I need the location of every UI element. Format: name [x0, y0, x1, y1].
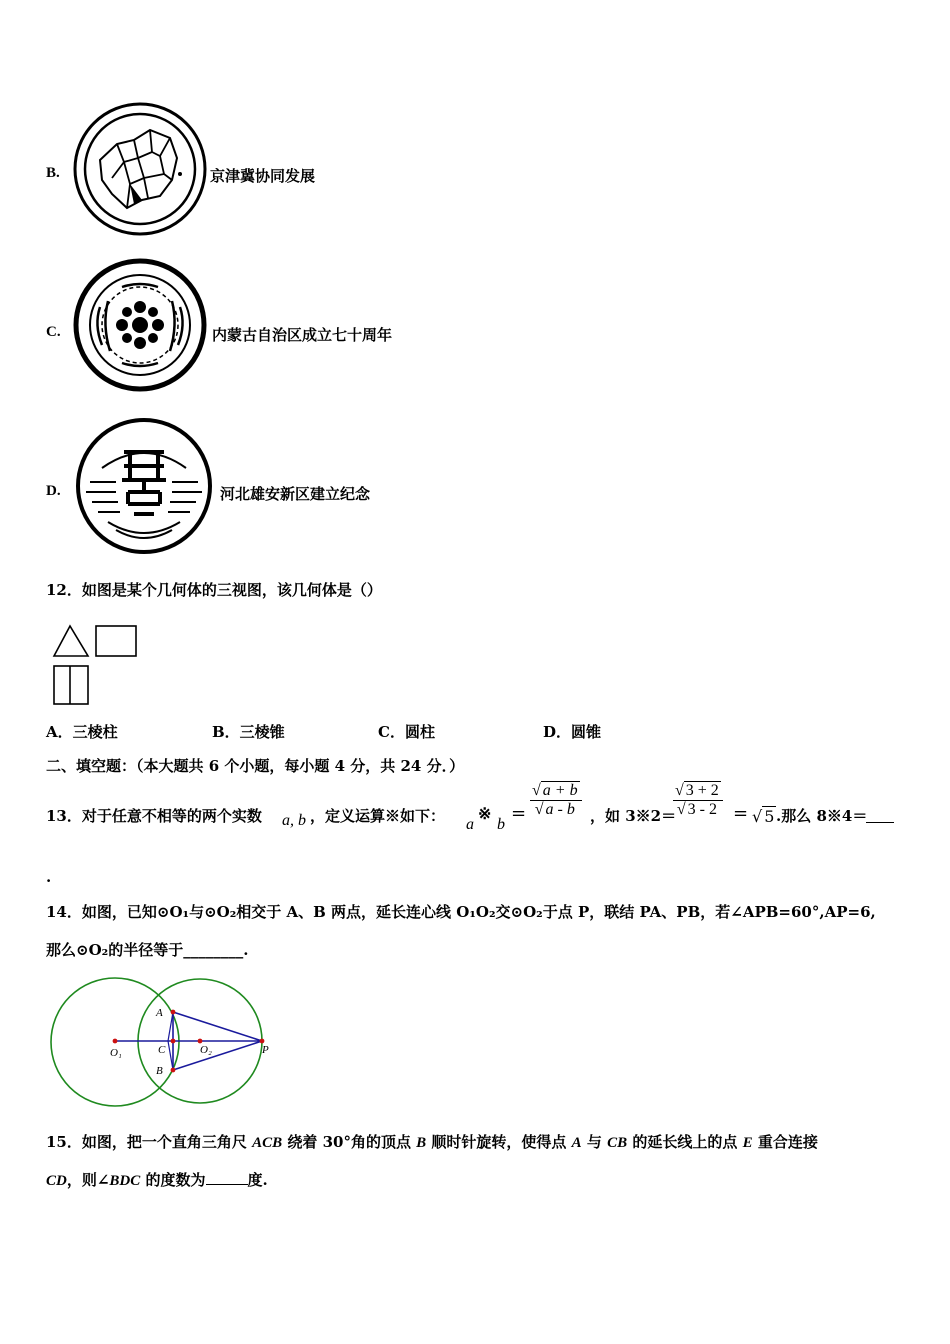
option-d-caption: 河北雄安新区建立纪念 [220, 485, 371, 503]
coin-b-image [72, 100, 212, 238]
q13-period: . [46, 868, 52, 886]
point-o1 [113, 1039, 118, 1044]
q13-frac-denominator: a - b [545, 801, 575, 818]
q13-ex-denominator: 3 - 2 [687, 801, 717, 818]
q15-a: A [571, 1135, 582, 1151]
label-o1: O₁ [110, 1047, 122, 1059]
q13-ex-result-value: 5 [764, 807, 775, 826]
q14-line2: 那么⊙O₂的半径等于________. [46, 941, 249, 959]
point-c [171, 1039, 176, 1044]
coin-c-image [72, 257, 212, 393]
line-p-b [173, 1041, 262, 1070]
q15-e: E [742, 1135, 753, 1151]
q13-vars: a, b [282, 812, 306, 829]
q15-line2 [46, 1169, 268, 1190]
label-c: C [158, 1044, 166, 1056]
q13-equals: = [511, 803, 527, 824]
q15-acb: ACB [252, 1135, 283, 1151]
q13-lead: 13．对于任意不相等的两个实数 [46, 807, 262, 825]
point-a [171, 1010, 176, 1015]
option-c-letter: C. [46, 324, 61, 340]
option-b-caption: 京津冀协同发展 [210, 167, 316, 185]
line-p-a [173, 1012, 262, 1041]
label-p: P [262, 1044, 269, 1056]
point-p [260, 1039, 265, 1044]
q13-example-result: √ 5 [752, 807, 775, 826]
label-a: A [156, 1007, 163, 1019]
q15-answer-blank [206, 1170, 248, 1185]
q13-tail: .那么 8※4＝ [776, 807, 868, 825]
q12-choice-a: A．三棱柱 [46, 723, 118, 741]
q15-b: B [416, 1135, 427, 1151]
q15-text-1: 15．如图，把一个直角三角尺 [46, 1133, 253, 1151]
option-b-letter: B. [46, 165, 60, 181]
point-o2 [198, 1039, 203, 1044]
q12-choice-d: D．圆锥 [543, 723, 602, 741]
option-d-letter: D. [46, 483, 61, 499]
q13-mid: ，定义运算※如下： [310, 807, 446, 825]
option-c-caption: 内蒙古自治区成立七十周年 [212, 326, 393, 344]
q13-example-equals: = [733, 803, 749, 824]
q13-op-a: a [466, 816, 474, 833]
q15-cd: CD [46, 1173, 67, 1189]
label-b: B [156, 1065, 163, 1077]
q13-answer-blank [866, 808, 894, 823]
q12-choice-c: C．圆柱 [378, 723, 435, 741]
q12-stem: 12．如图是某个几何体的三视图，该几何体是（） [46, 581, 382, 599]
q15-text-6: 重合连接 [752, 1133, 818, 1151]
q15-bdc: BDC [109, 1173, 141, 1189]
q14-line1: 14．如图，已知⊙O₁与⊙O₂相交于 A、B 两点，延长连心线 O₁O₂交⊙O₂于点 P，联结 PA、PB，若∠APB=60°,AP=6, [46, 903, 876, 921]
q13-ex-numerator: 3 + 2 [685, 782, 719, 799]
q12-choice-b: B．三棱锥 [212, 723, 285, 741]
q15-text-4: 与 [581, 1133, 608, 1151]
label-o2: O₂ [200, 1044, 212, 1056]
q15-text-9: 度. [247, 1171, 268, 1189]
section-2-heading: 二、填空题：（本大题共 6 个小题，每小题 4 分，共 24 分．） [46, 757, 465, 775]
q13-op-symbol: ※ [478, 804, 492, 823]
q13-definition-fraction: $\frac{√ a + b}{√ a - b}$ [530, 782, 582, 819]
q15-cb: CB [607, 1135, 628, 1151]
q15-line1 [46, 1131, 818, 1152]
q13-frac-numerator: a + b [542, 782, 578, 799]
point-b [171, 1068, 176, 1073]
q15-text-2: 绕着 30°角的顶点 [282, 1133, 417, 1151]
q15-text-5: 的延长线上的点 [627, 1133, 743, 1151]
q15-text-8: 的度数为 [140, 1171, 206, 1189]
q15-text-7: ，则∠ [66, 1171, 110, 1189]
q15-text-3: 顺时针旋转，使得点 [426, 1133, 572, 1151]
q13-example-lead: ，如 3※2＝ [590, 807, 677, 825]
three-views-figure [50, 620, 142, 708]
q13-example-fraction: $\frac{√ 3 + 2}{√ 3 - 2}$ [673, 782, 723, 819]
q14-circles-figure [46, 970, 286, 1112]
coin-d-image [72, 418, 222, 556]
q13-op-b: b [497, 816, 505, 833]
